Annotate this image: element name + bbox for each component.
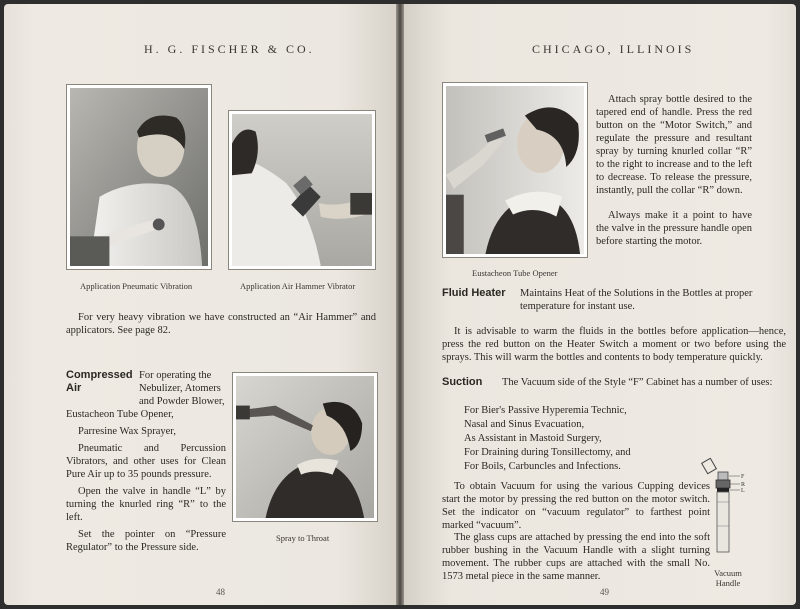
compressed-air-item: Set the pointer on “Pressure Regulator” to the Pressure side. <box>66 529 226 553</box>
caption-eustacheon-tube-opener: Eustacheon Tube Opener <box>472 268 558 278</box>
air-hammer-text: For very heavy vibration we have constructed an “Air Hammer” and applicators. See page 82. <box>66 312 376 336</box>
fluid-heater-heading: Fluid Heater <box>442 287 506 299</box>
vacuum-handle-illustration <box>700 456 750 566</box>
compressed-air-item: Open the valve in handle “L” by turning the knurled ring “R” to the left. <box>66 486 226 523</box>
list-item: Nasal and Sinus Evacuation, <box>464 419 585 430</box>
compressed-air-heading: Compressed Air <box>66 369 133 394</box>
caption-air-hammer-vibrator: Application Air Hammer Vibrator <box>240 281 356 291</box>
compressed-air-line: and Powder Blower, <box>139 396 225 407</box>
caption-vacuum-handle: Vacuum Handle <box>714 568 742 588</box>
page-number-left: 48 <box>216 587 225 597</box>
list-item: For Bier's Passive Hyperemia Technic, <box>464 405 627 416</box>
spray-text: Attach spray bottle desired to the tapered end of handle. Press the red button on the “Motor Switch,” and regulate the pressure and resultant spray by turning knurled collar “R” to the right to increase and to the left to decrease. To release the pressure, instantly, pull the collar “R” down. <box>596 94 752 196</box>
fluid-heater-intro: Maintains Heat of the Solutions in the Bottles at proper temperature for instant use. <box>520 288 753 312</box>
list-item: For Draining during Tonsillectomy, and <box>464 447 631 458</box>
photo-eustacheon-tube-opener <box>442 82 588 258</box>
compressed-air-line: For operating the <box>139 370 212 381</box>
suction-intro: The Vacuum side of the Style “F” Cabinet has a number of uses: <box>502 377 773 388</box>
handle-label-l: L <box>741 488 745 494</box>
suction-uses-list <box>464 404 631 474</box>
handle-label-f: F <box>741 474 745 480</box>
handle-label-r: R <box>741 482 746 488</box>
compressed-air-item: Parresine Wax Sprayer, <box>78 426 176 437</box>
photo-spray-to-throat <box>232 372 378 522</box>
list-item: For Boils, Carbuncles and Infections. <box>464 461 621 472</box>
photo-pneumatic-vibration <box>66 84 212 270</box>
photo-air-hammer-vibrator <box>228 110 376 270</box>
left-page <box>4 4 396 605</box>
right-page <box>404 4 796 605</box>
fluid-heater-body: It is advisable to warm the fluids in the bottles before application—hence, press the red button on the Heater Switch a moment or two before using the sprays. This will warm the bottles and contents to body temperature quickly. <box>442 326 786 363</box>
valve-text: Always make it a point to have the valve in the pressure handle open before starting the motor. <box>596 210 752 247</box>
valve-paragraph <box>596 209 752 248</box>
compressed-air-body <box>66 408 226 554</box>
air-hammer-paragraph <box>66 311 376 337</box>
page-header-right: CHICAGO, ILLINOIS <box>532 42 695 56</box>
suction-heading: Suction <box>442 376 483 388</box>
caption-pneumatic-vibration: Application Pneumatic Vibration <box>80 281 193 291</box>
compressed-air-continuation: Eustacheon Tube Opener, <box>66 409 174 420</box>
list-item: As Assistant in Mastoid Surgery, <box>464 433 602 444</box>
spray-paragraph <box>596 93 752 197</box>
page-header-left: H. G. FISCHER & CO. <box>144 42 315 56</box>
page-number-right: 49 <box>600 587 609 597</box>
caption-spray-to-throat: Spray to Throat <box>276 533 330 543</box>
book-gutter <box>396 4 404 605</box>
compressed-air-item: Pneumatic and Percussion Vibrators, and other uses for Clean Pure Air up to 35 pounds pressure. <box>66 443 226 480</box>
vacuum-paragraph: To obtain Vacuum for using the various Cupping devices start the motor by pressing the red button on the motor switch. Set the indicator on “vacuum regulator” to farthest point marked “vacuum”. <box>442 481 710 531</box>
compressed-air-line: Nebulizer, Atomers <box>139 383 221 394</box>
cups-paragraph: The glass cups are attached by pressing the end into the soft rubber bushing in the Vacuum Handle with a slight turning movement. The rubber cups are attached with the small No. 1573 metal piece in the same manner. <box>442 532 710 582</box>
compressed-air-intro <box>139 369 225 408</box>
